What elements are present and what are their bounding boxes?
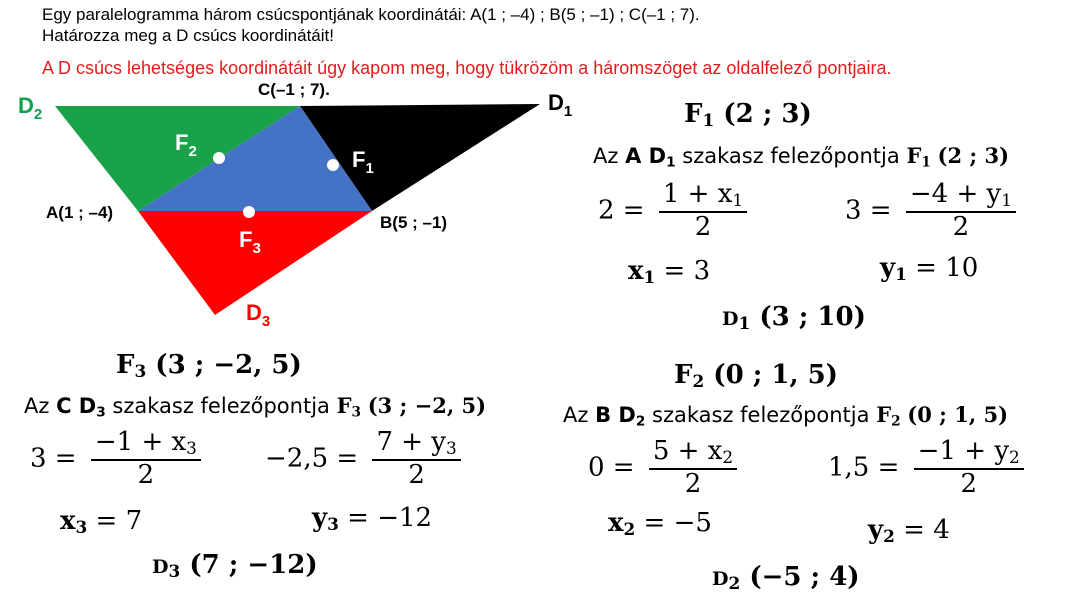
label-d1: $D_1$ xyxy=(548,90,573,120)
label-f2: $F_2$ xyxy=(175,130,197,160)
block2-eq-y: 1,5 = $\frac{-1 + y_2}{2}$ xyxy=(828,437,1024,500)
block2-sentence: Az B $D_2$ szakasz felezőpontja $F_2$ (0 ; 1, 5) xyxy=(563,402,1009,430)
midpoint-f1 xyxy=(327,159,339,171)
label-f1: $F_1$ xyxy=(352,147,374,177)
block3-eq-y: −2,5 = $\frac{7 + y_3}{2}$ xyxy=(265,428,461,491)
label-f3: $F_3$ xyxy=(239,227,261,257)
block2-eq-x: 0 = $\frac{5 + x_2}{2}$ xyxy=(588,437,737,500)
block1-eq-y: 3 = $\frac{-4 + y_1}{2}$ xyxy=(845,180,1016,243)
block1-result-y: $y_1 = 10$ xyxy=(880,253,979,285)
problem-statement: Egy paralelogramma három csúcspontjának koordinátái: A(1 ; –4) ; B(5 ; –1) ; C(–1 ; 7). xyxy=(42,5,700,24)
solution-hint: A D csúcs lehetséges koordinátáit úgy kapom meg, hogy tükrözöm a háromszöget az oldalfelező pontjaira. xyxy=(42,58,892,78)
block2-title: $F_2$ (0 ; 1, 5) xyxy=(674,360,838,392)
label-a: A(1 ; –4) xyxy=(46,203,114,222)
block3-title: $F_3$ (3 ; −2, 5) xyxy=(116,350,302,382)
midpoint-f3 xyxy=(243,206,255,218)
block1-final: $D_1$ (3 ; 10) xyxy=(722,302,866,334)
block3-sentence: Az C $D_3$ szakasz felezőpontja $F_3$ (3 ; −2, 5) xyxy=(24,393,487,421)
problem-question: Határozza meg a D csúcs koordinátáit! xyxy=(42,26,334,45)
label-d3: $D_3$ xyxy=(246,300,271,330)
block1-title: $F_1$ (2 ; 3) xyxy=(684,99,812,131)
block3-final: $D_3$ (7 ; −12) xyxy=(152,550,318,582)
block3-eq-x: 3 = $\frac{-1 + x_3}{2}$ xyxy=(30,428,201,491)
block1-eq-x: 2 = $\frac{1 + x_1}{2}$ xyxy=(598,180,747,243)
label-c: C(–1 ; 7). xyxy=(258,80,330,99)
label-b: B(5 ; –1) xyxy=(380,213,448,232)
block1-sentence: Az A $D_1$ szakasz felezőpontja $F_1$ (2 ; 3) xyxy=(593,143,1010,171)
block2-result-x: $x_2 = -5$ xyxy=(608,508,712,540)
block1-result-x: $x_1 = 3$ xyxy=(628,256,711,288)
block2-final: $D_2$ (−5 ; 4) xyxy=(712,562,860,594)
block2-result-y: $y_2 = 4$ xyxy=(868,515,950,547)
midpoint-f2 xyxy=(213,152,225,164)
label-d2: $D_2$ xyxy=(18,93,43,123)
block3-result-y: $y_3 = -12$ xyxy=(312,503,433,535)
block3-result-x: $x_3 = 7$ xyxy=(60,506,143,538)
